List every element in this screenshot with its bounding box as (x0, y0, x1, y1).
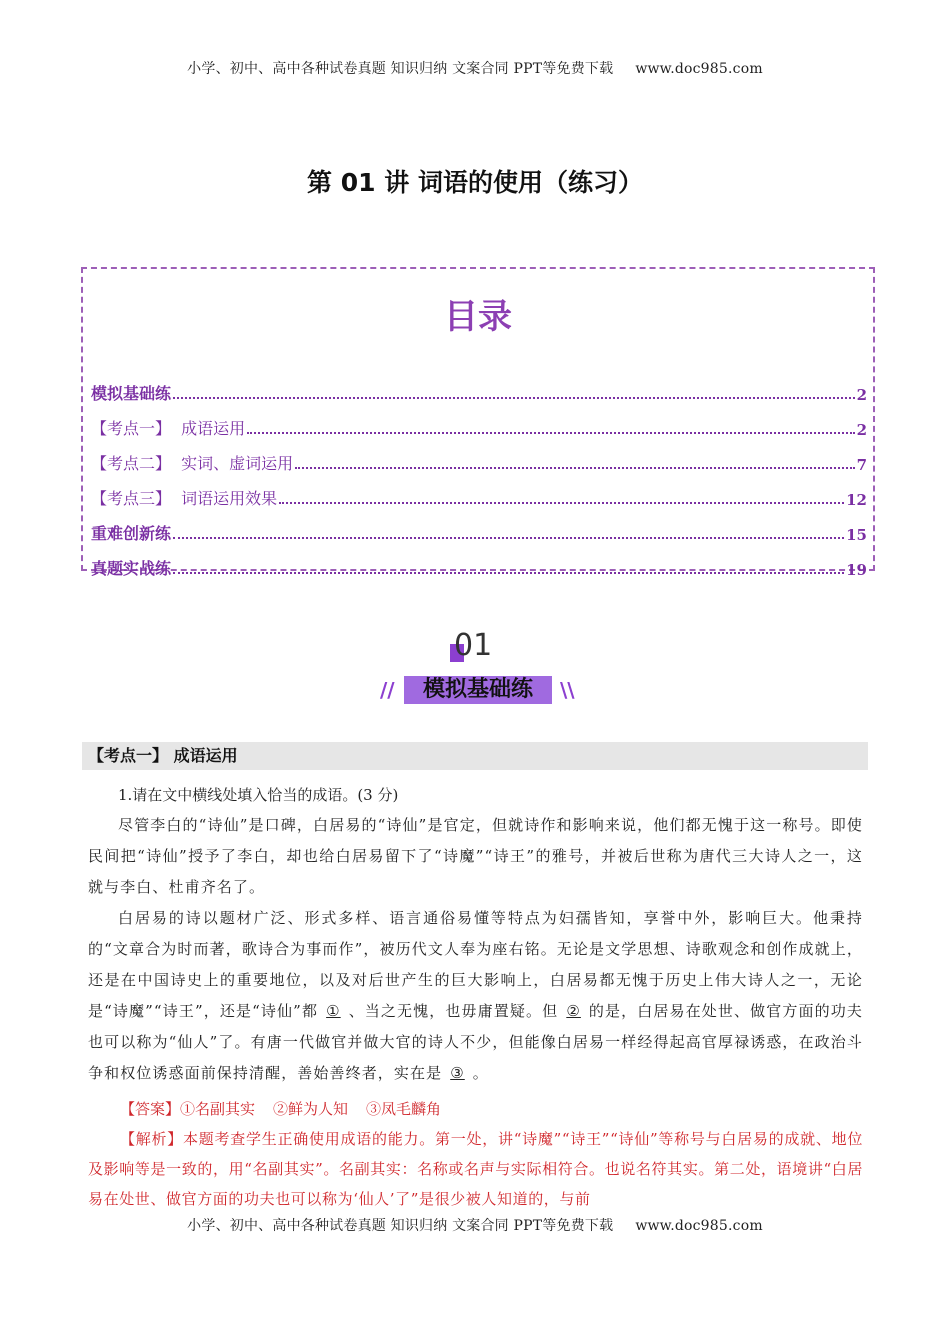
toc-list (91, 369, 867, 579)
answer-label: 【答案】 (120, 1100, 181, 1118)
answer-block (88, 1094, 863, 1214)
answer-item: ③凤毛麟角 (366, 1100, 442, 1118)
section-badge (380, 628, 580, 708)
page-title: 第 01 讲 词语的使用（练习） (307, 168, 643, 197)
header-text: 小学、初中、高中各种试卷真题 知识归纳 文案合同 PPT等免费下载 (187, 61, 614, 77)
footer-text: 小学、初中、高中各种试卷真题 知识归纳 文案合同 PPT等免费下载 (187, 1218, 614, 1234)
blank-3: ③ (450, 1064, 465, 1082)
answer-row (88, 1094, 863, 1124)
slash-decoration-right: \\ (560, 678, 575, 702)
table-of-contents (81, 267, 875, 579)
toc-item-point-1[interactable]: 【考点一】 成语运用 2 (91, 419, 867, 439)
footer-url[interactable]: www.doc985.com (635, 1218, 763, 1234)
header-url[interactable]: www.doc985.com (635, 61, 763, 77)
point-heading: 【考点一】 成语运用 (82, 742, 868, 770)
toc-item-mock-basic[interactable]: 模拟基础练 2 (91, 384, 867, 404)
section-name: 模拟基础练 (422, 677, 533, 702)
blank-1: ① (326, 1002, 341, 1020)
analysis-text: 【解析】本题考查学生正确使用成语的能力。第一处，讲“诗魔”“诗王”“诗仙”等称号与白居易的成就、地位及影响等是一致的，用“名副其实”。名副其实：名称或名声与实际相符合。也说名符其实。第二处，语境讲“白居易在处世、做官方面的功夫也可以称为‘仙人’了”是很少被人知道的，与前 (88, 1130, 863, 1208)
slash-decoration-left: // (380, 678, 395, 702)
section-number: 01 (454, 628, 493, 663)
blank-2: ② (566, 1002, 581, 1020)
page-header (0, 58, 950, 78)
answer-item: ②鲜为人知 (273, 1100, 349, 1118)
answer-item: ①名副其实 (180, 1100, 256, 1118)
toc-heading: 目录 (444, 297, 512, 337)
toc-item-real-exam[interactable]: 真题实战练 19 (91, 559, 867, 579)
question-title: 1.请在文中横线处填入恰当的成语。(3 分) (118, 786, 399, 804)
toc-item-point-3[interactable]: 【考点三】 词语运用效果 12 (91, 489, 867, 509)
question-paragraph-1: 尽管李白的“诗仙”是口碑，白居易的“诗仙”是官定，但就诗作和影响来说，他们都无愧于这一称号。即使民间把“诗仙”授予了李白，却也给白居易留下了“诗魔”“诗王”的雅号，并被后世称为唐代三大诗人之一，这就与李白、杜甫齐名了。 (88, 816, 863, 896)
toc-item-point-2[interactable]: 【考点二】 实词、虚词运用 7 (91, 454, 867, 474)
question-paragraph-2: 白居易的诗以题材广泛、形式多样、语言通俗易懂等特点为妇孺皆知，享誉中外，影响巨大。他秉持的“文章合为时而著，歌诗合为事而作”，被历代文人奉为座右铭。无论是文学思想、诗歌观念和创作成就上，还是在中国诗史上的重要地位，以及对后世产生的巨大影响上，白居易都无愧于历史上伟大诗人之一，无论是“诗魔”“诗王”，还是“诗仙”都 ① 、当之无愧，也毋庸置疑。但 ② 的是，白居易在处世、做官方面的功夫也可以称为“仙人”了。有唐一代做官并做大官的诗人不少，但能像白居易一样经得起高官厚禄诱惑，在政治斗争和权位诱惑面前保持清醒，善始善终者，实在是 ③ 。 (88, 909, 863, 1082)
toc-item-hard-innovation[interactable]: 重难创新练 15 (91, 524, 867, 544)
analysis-label: 【解析】 (120, 1130, 183, 1148)
page-footer (0, 1215, 950, 1235)
